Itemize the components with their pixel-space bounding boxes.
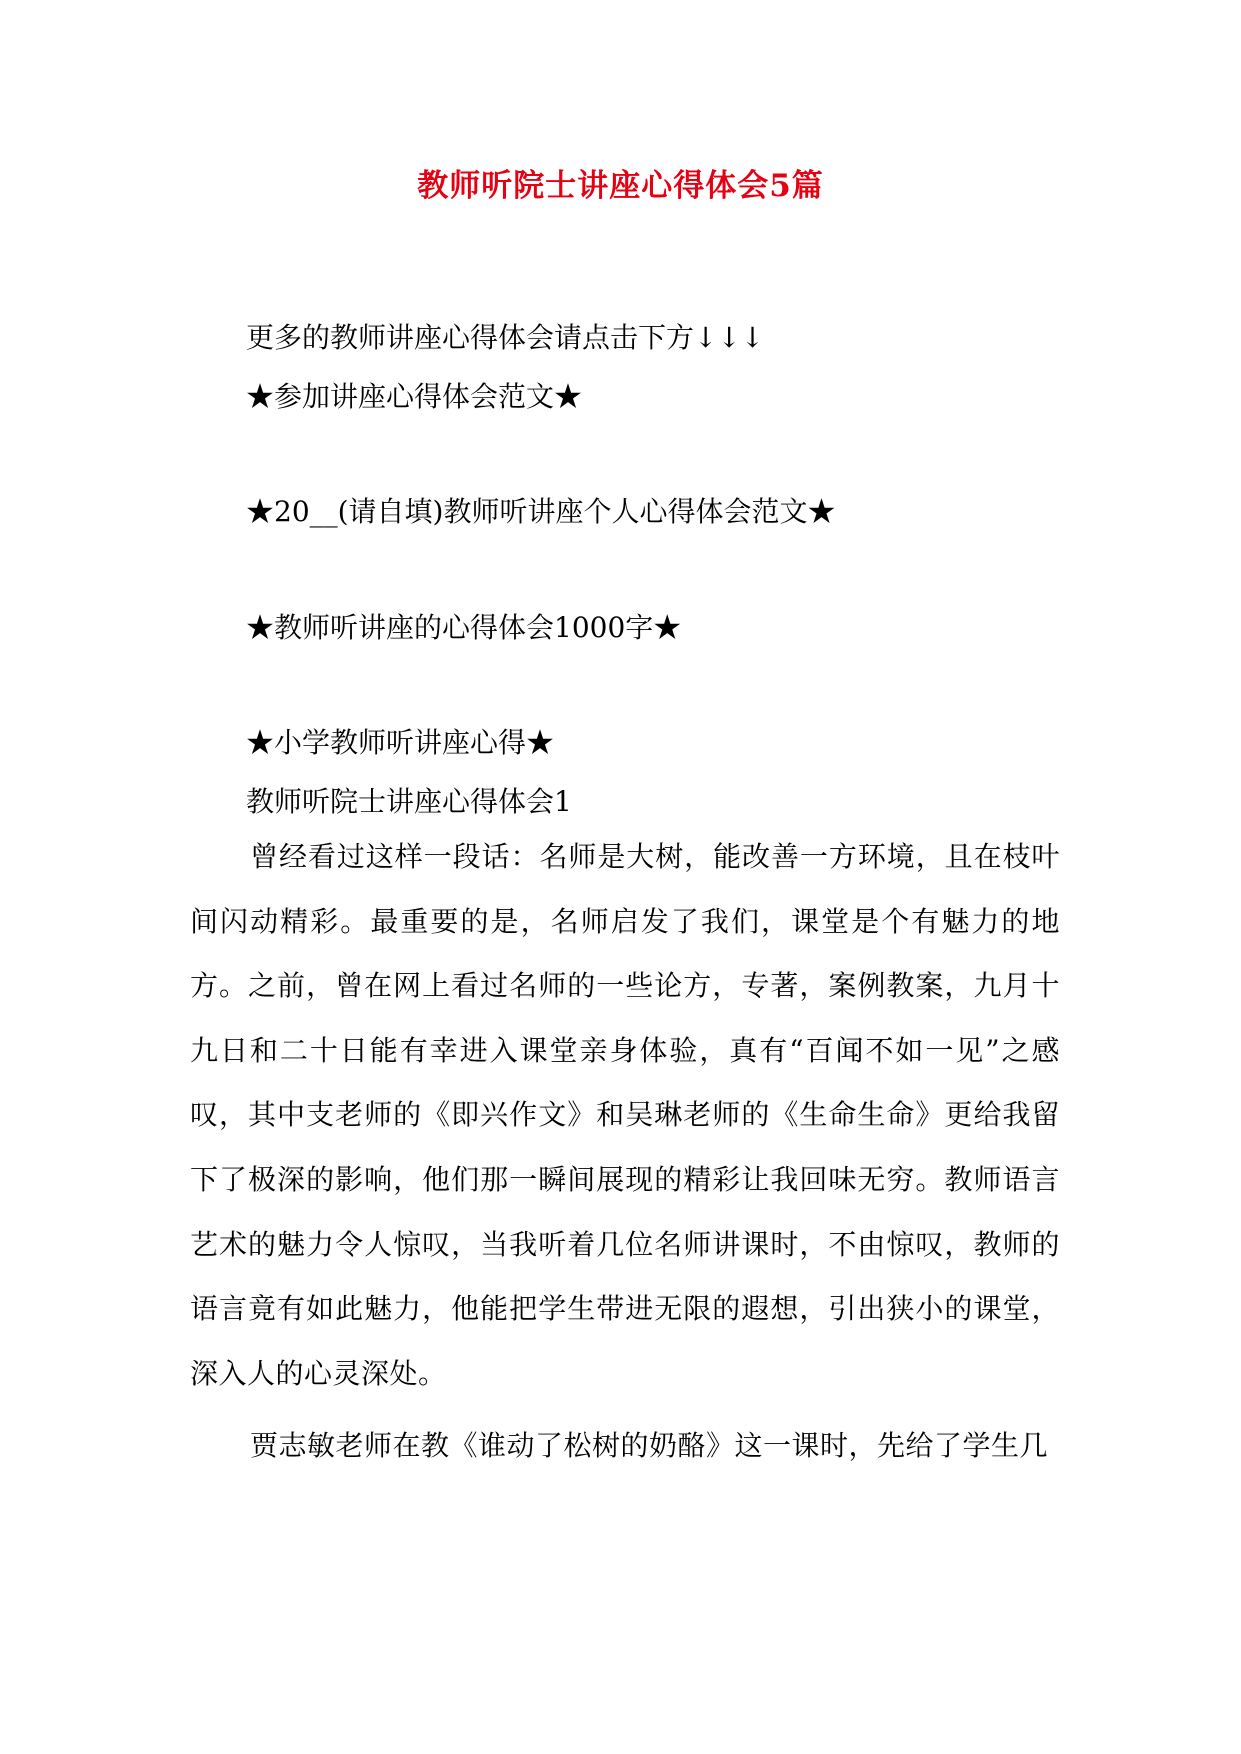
intro-line: 更多的教师讲座心得体会请点击下方↓↓↓ bbox=[246, 321, 765, 354]
section-heading: 教师听院士讲座心得体会1 bbox=[246, 785, 572, 818]
link-item[interactable]: ★教师听讲座的心得体会1000字★ bbox=[246, 611, 682, 644]
link-item[interactable]: ★小学教师听讲座心得★ bbox=[246, 726, 555, 759]
paragraph: 曾经看过这样一段话：名师是大树，能改善一方环境，且在枝叶间闪动精彩。最重要的是，名师启发了我们，课堂是个有魅力的地方。之前，曾在网上看过名师的一些论方，专著，案例教案，九月十九日和二十日能有幸进入课堂亲身体验，真有“百闻不如一见”之感叹，其中支老师的《即兴作文》和吴琳老师的《生命生命》更给我留下了极深的影响，他们那一瞬间展现的精彩让我回味无穷。教师语言艺术的魅力令人惊叹，当我听着几位名师讲课时，不由惊叹，教师的语言竟有如此魅力，他能把学生带进无限的遐想，引出狭小的课堂，深入人的心灵深处。 bbox=[190, 840, 1060, 1390]
link-item[interactable]: ★20__(请自填)教师听讲座个人心得体会范文★ bbox=[246, 495, 836, 528]
document-title: 教师听院士讲座心得体会5篇 bbox=[417, 168, 824, 204]
paragraph: 贾志敏老师在教《谁动了松树的奶酪》这一课时，先给了学生几 bbox=[250, 1429, 1049, 1463]
link-item[interactable]: ★参加讲座心得体会范文★ bbox=[246, 380, 583, 413]
body-text bbox=[190, 825, 1060, 1479]
